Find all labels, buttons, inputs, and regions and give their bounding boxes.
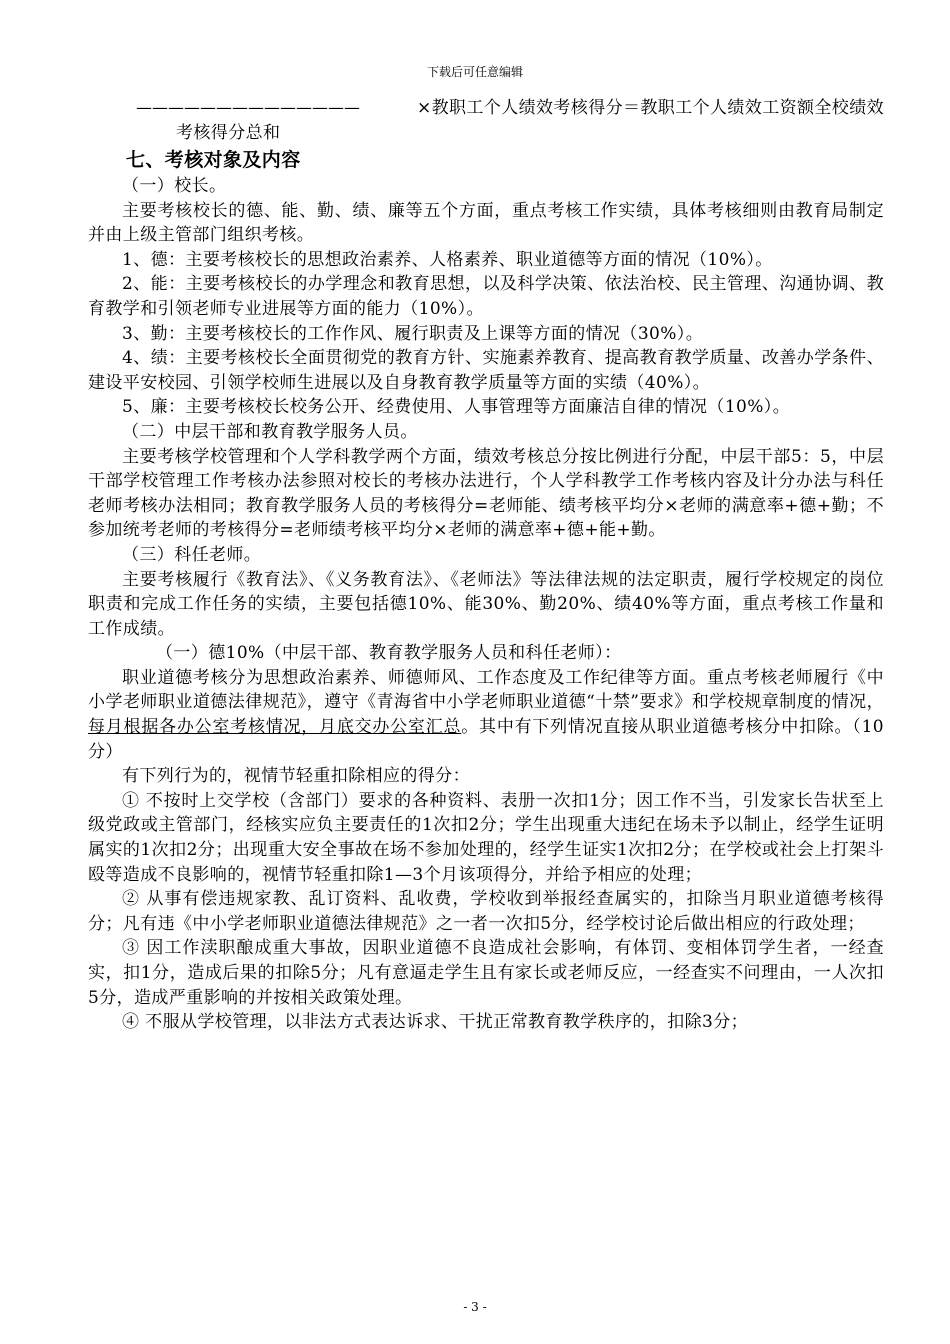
- paragraph-principal-integrity: 5、廉：主要考核校长校务公开、经费使用、人事管理等方面廉洁自律的情况（10%）。: [122, 397, 791, 418]
- paragraph-principal-virtue: 1、德：主要考核校长的思想政治素养、人格素养、职业道德等方面的情况（10%）。: [122, 249, 773, 270]
- header-note: 下载后可任意编辑: [426, 65, 523, 79]
- section-heading: 七、考核对象及内容: [126, 149, 301, 171]
- paragraph-teachers-title: （三）科任老师。: [122, 544, 262, 565]
- moral-text-part1: 职业道德考核分为思想政治素养、师德师风、工作态度及工作纪律等方面。重点考核老师履行《中小学老师职业道德法律规范》，遵守《青海省中小学老师职业道德“十禁”要求》和学校规章制度的情况，: [88, 667, 884, 713]
- moral-text-underlined: 每月根据各办公室考核情况，月底交办公室汇总: [88, 717, 462, 738]
- paragraph-principal-title: （一）校长。: [122, 176, 227, 196]
- paragraph-moral-assessment: [88, 666, 884, 764]
- paragraph-principal-achievement: 4、绩：主要考核校长全面贯彻党的教育方针、实施素养教育、提高教育教学质量、改善办学条件、建设平安校园、引领学校师生进展以及自身教育教学质量等方面的实绩（40%）。: [88, 348, 884, 393]
- formula-fraction-line: ——————————————: [136, 98, 360, 117]
- paragraph-deduction-intro: 有下列行为的，视情节轻重扣除相应的得分：: [122, 766, 470, 787]
- formula-denominator: 考核得分总和: [176, 123, 281, 143]
- moral-sub-heading: （一）德10%（中层干部、教育教学服务人员和科任老师）：: [156, 643, 622, 664]
- document-body: [88, 96, 884, 1035]
- deduction-item-1: ① 不按时上交学校（含部门）要求的各种资料、表册一次扣1分；因工作不当，引发家长告状至上级党政或主管部门，经核实应负主要责任的1次扣2分；学生出现重大违纪在场未予以制止，经学生证明属实的1次扣2分；出现重大安全事故在场不参加处理的，经学生证实1次扣2分；在学校或社会上打架斗殴等造成不良影响的，视情节轻重扣除1—3个月该项得分，并给予相应的处理；: [88, 790, 884, 885]
- paragraph-middle-managers-title: （二）中层干部和教育教学服务人员。: [122, 421, 418, 442]
- paragraph-teachers-detail: 主要考核履行《教育法》、《义务教育法》、《老师法》等法律法规的法定职责，履行学校规定的岗位职责和完成工作任务的实绩，主要包括德10%、能30%、勤20%、绩40%等方面，重点考核工作量和工作成绩。: [88, 569, 884, 639]
- formula-expression: ×教职工个人绩效考核得分＝教职工个人绩效工资额全校绩效: [416, 98, 884, 118]
- paragraph-principal-diligence: 3、勤：主要考核校长的工作作风、履行职责及上课等方面的情况（30%）。: [122, 323, 704, 344]
- performance-formula: [88, 96, 884, 146]
- deduction-item-4: ④ 不服从学校管理，以非法方式表达诉求、干扰正常教育教学秩序的，扣除3分；: [122, 1012, 749, 1033]
- paragraph-middle-managers-detail: 主要考核学校管理和个人学科教学两个方面，绩效考核总分按比例进行分配，中层干部5：5，中层干部学校管理工作考核办法参照对校长的考核办法进行，个人学科教学工作考核内容及计分办法与科任老师考核办法相同；教育教学服务人员的考核得分=老师能、绩考核平均分×老师的满意率+德+勤；不参加统考老师的考核得分=老师绩考核平均分×老师的满意率+德+能+勤。: [88, 446, 884, 541]
- page-number: - 3 -: [463, 1300, 487, 1314]
- moral-text-part2: 。其中有下列情况直接从职业道德考核分中扣除。（10分）: [88, 717, 884, 762]
- paragraph-principal-overview: 主要考核校长的德、能、勤、绩、廉等五个方面，重点考核工作实绩，具体考核细则由教育局制定并由上级主管部门组织考核。: [88, 200, 884, 246]
- paragraph-principal-ability: 2、能：主要考核校长的办学理念和教育思想，以及科学决策、依法治校、民主管理、沟通协调、教育教学和引领老师专业进展等方面的能力（10%）。: [88, 274, 884, 319]
- deduction-item-2: ② 从事有偿违规家教、乱订资料、乱收费，学校收到举报经查属实的，扣除当月职业道德考核得分；凡有违《中小学老师职业道德法律规范》之一者一次扣5分，经学校讨论后做出相应的行政处理；: [88, 889, 884, 934]
- deduction-item-3: ③ 因工作渎职酿成重大事故，因职业道德不良造成社会影响，有体罚、变相体罚学生者，一经查实，扣1分，造成后果的扣除5分；凡有意逼走学生且有家长或老师反应，一经查实不问理由，一人次扣5分，造成严重影响的并按相关政策处理。: [88, 938, 884, 1008]
